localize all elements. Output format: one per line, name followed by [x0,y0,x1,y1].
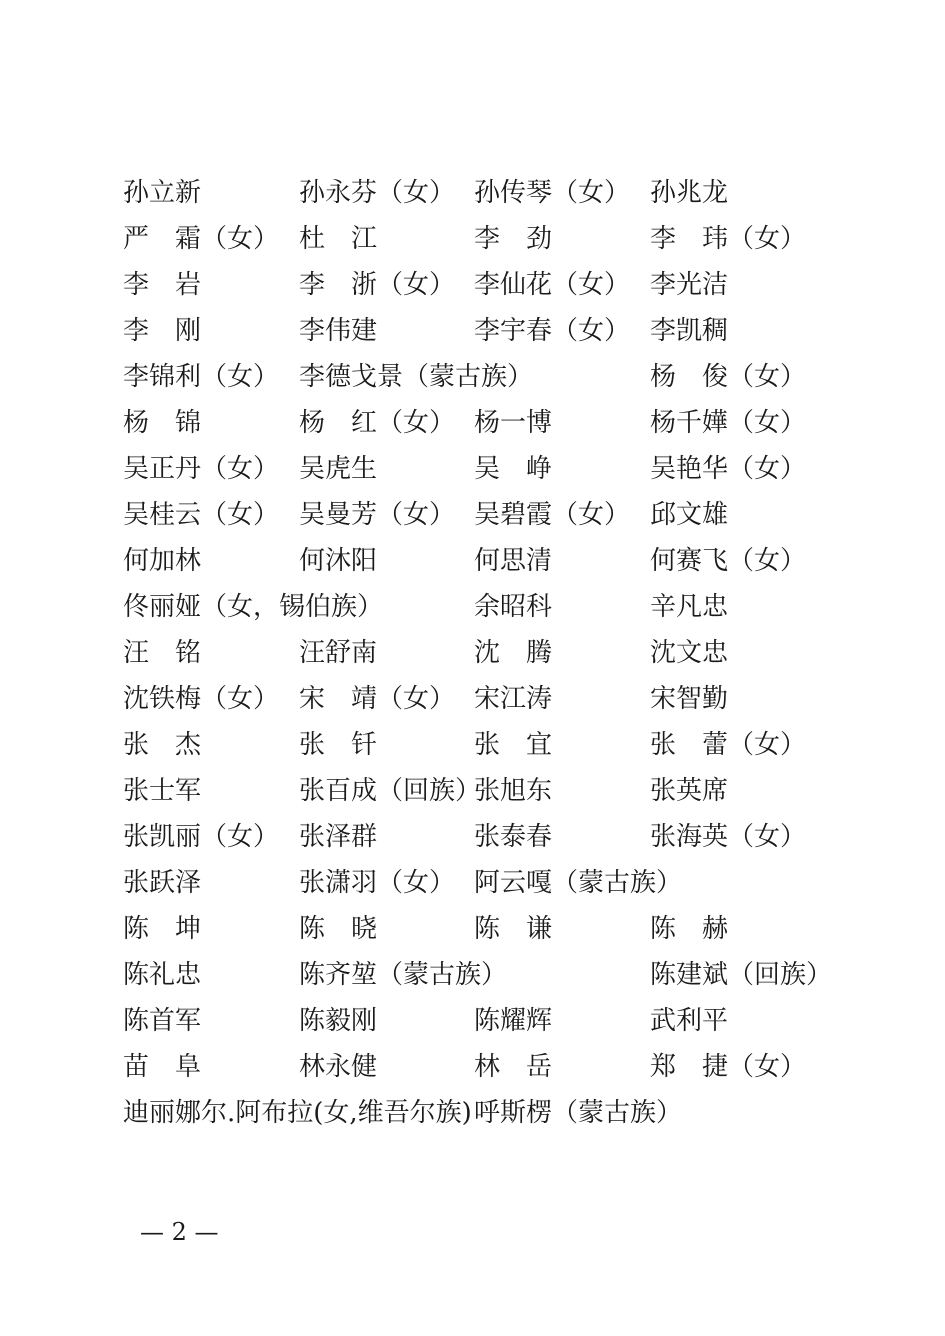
name-entry: 陈 坤 [123,914,202,944]
name-entry: 杨千嬅（女） [650,408,807,438]
name-entry: 沈 腾 [474,638,553,668]
name-row [0,633,945,673]
page-number: — 2 — [140,1218,219,1246]
name-entry: 杨 红（女） [299,408,456,438]
name-entry: 张泰春 [474,822,553,852]
name-entry: 余昭科 [474,592,553,622]
name-entry: 孙兆龙 [650,178,729,208]
name-entry: 孙立新 [123,178,202,208]
name-entry: 张 蕾（女） [650,730,807,760]
name-row [0,403,945,443]
name-entry: 张 钎 [299,730,378,760]
name-entry: 李 玮（女） [650,224,807,254]
name-entry: 李凯稠 [650,316,729,346]
name-entry: 迪丽娜尔.阿布拉(女,维吾尔族) [123,1098,472,1128]
name-entry: 武利平 [650,1006,729,1036]
name-entry: 林永健 [299,1052,378,1082]
name-entry: 李德戈景（蒙古族） [299,362,534,392]
name-entry: 吴 峥 [474,454,553,484]
name-entry: 杨 锦 [123,408,202,438]
name-entry: 李光洁 [650,270,729,300]
name-row [0,1047,945,1087]
name-entry: 张旭东 [474,776,553,806]
name-row [0,449,945,489]
name-entry: 佟丽娅（女，锡伯族） [123,592,384,622]
name-entry: 张 杰 [123,730,202,760]
name-entry: 吴正丹（女） [123,454,280,484]
name-entry: 陈 晓 [299,914,378,944]
name-entry: 宋智勤 [650,684,729,714]
name-entry: 李 劲 [474,224,553,254]
name-entry: 张跃泽 [123,868,202,898]
name-row [0,265,945,305]
name-row [0,173,945,213]
name-row [0,541,945,581]
name-entry: 杨一博 [474,408,553,438]
name-entry: 吴艳华（女） [650,454,807,484]
name-entry: 李 刚 [123,316,202,346]
name-entry: 宋 靖（女） [299,684,456,714]
name-entry: 吴桂云（女） [123,500,280,530]
name-entry: 苗 阜 [123,1052,202,1082]
name-entry: 吴碧霞（女） [474,500,631,530]
name-entry: 何赛飞（女） [650,546,807,576]
name-entry: 李锦利（女） [123,362,280,392]
name-entry: 林 岳 [474,1052,553,1082]
name-entry: 张海英（女） [650,822,807,852]
name-entry: 张英席 [650,776,729,806]
name-entry: 沈铁梅（女） [123,684,280,714]
name-entry: 李 浙（女） [299,270,456,300]
name-entry: 呼斯楞（蒙古族） [474,1098,683,1128]
name-entry: 郑 捷（女） [650,1052,807,1082]
name-entry: 李 岩 [123,270,202,300]
name-row [0,909,945,949]
name-entry: 陈齐堃（蒙古族） [299,960,508,990]
name-entry: 陈建斌（回族） [650,960,833,990]
name-row [0,1001,945,1041]
name-entry: 严 霜（女） [123,224,280,254]
name-entry: 张潇羽（女） [299,868,456,898]
name-entry: 陈首军 [123,1006,202,1036]
name-entry: 何加林 [123,546,202,576]
name-row [0,219,945,259]
name-entry: 何思清 [474,546,553,576]
name-entry: 孙永芬（女） [299,178,456,208]
name-row [0,863,945,903]
name-entry: 杨 俊（女） [650,362,807,392]
name-entry: 李宇春（女） [474,316,631,346]
name-entry: 张 宜 [474,730,553,760]
name-entry: 李仙花（女） [474,270,631,300]
name-entry: 邱文雄 [650,500,729,530]
name-entry: 沈文忠 [650,638,729,668]
name-entry: 张泽群 [299,822,378,852]
name-entry: 陈礼忠 [123,960,202,990]
name-entry: 杜 江 [299,224,378,254]
name-entry: 陈毅刚 [299,1006,378,1036]
name-row [0,679,945,719]
name-row [0,955,945,995]
name-entry: 阿云嘎（蒙古族） [474,868,683,898]
name-row [0,817,945,857]
name-entry: 辛凡忠 [650,592,729,622]
name-entry: 吴虎生 [299,454,378,484]
name-row [0,771,945,811]
name-entry: 汪 铭 [123,638,202,668]
name-entry: 陈耀辉 [474,1006,553,1036]
name-row [0,311,945,351]
name-row [0,725,945,765]
name-entry: 吴曼芳（女） [299,500,456,530]
name-row [0,1093,945,1133]
name-row [0,587,945,627]
name-entry: 汪舒南 [299,638,378,668]
name-entry: 张百成（回族） [299,776,482,806]
name-entry: 陈 谦 [474,914,553,944]
name-row [0,357,945,397]
name-entry: 孙传琴（女） [474,178,631,208]
name-entry: 宋江涛 [474,684,553,714]
name-entry: 张凯丽（女） [123,822,280,852]
name-entry: 何沐阳 [299,546,378,576]
name-entry: 李伟建 [299,316,378,346]
name-entry: 陈 赫 [650,914,729,944]
name-entry: 张士军 [123,776,202,806]
name-row [0,495,945,535]
